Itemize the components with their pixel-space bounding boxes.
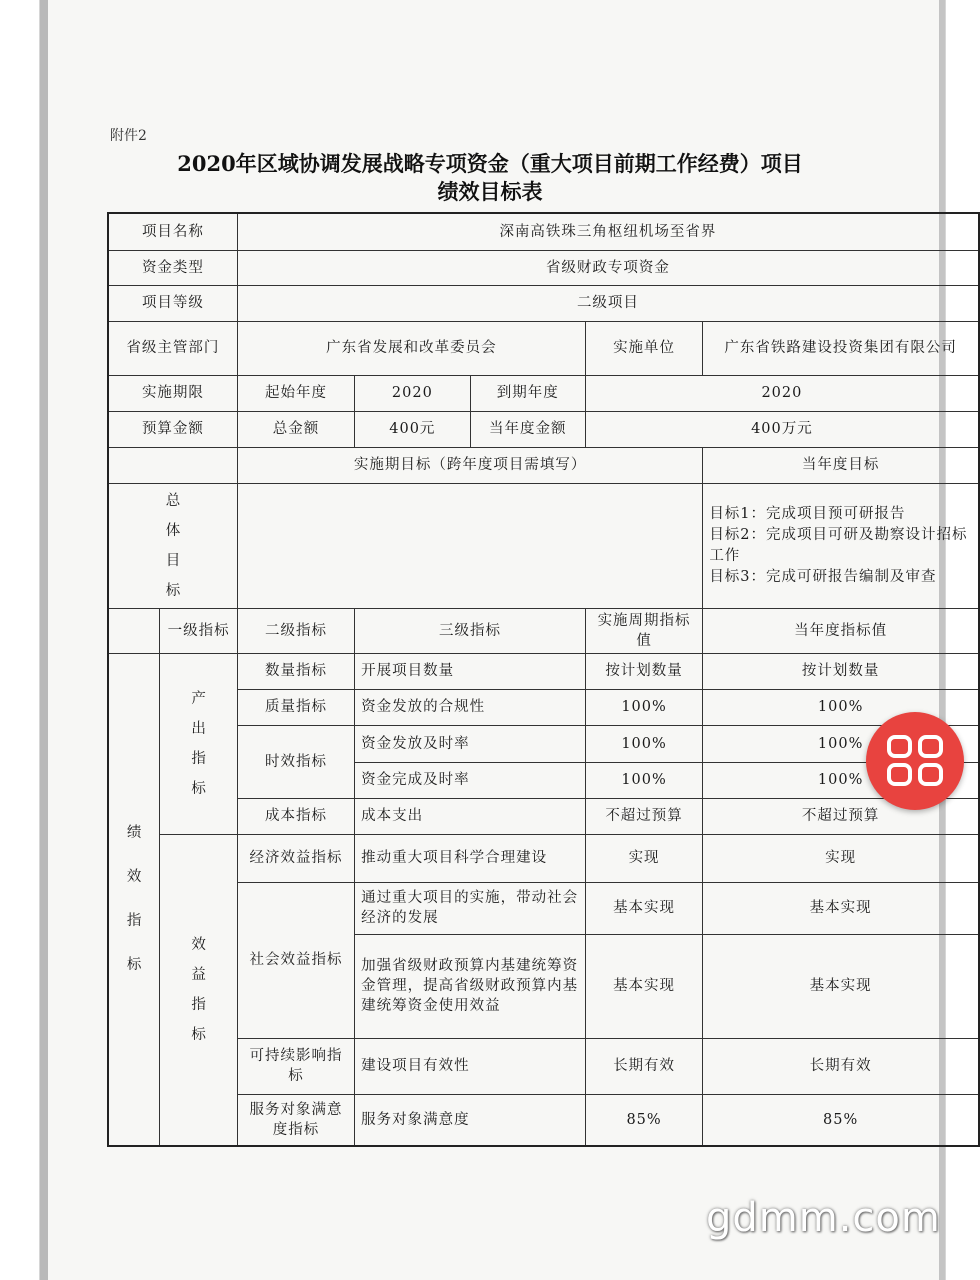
level1-header: 一级指标 bbox=[160, 608, 238, 653]
title-line-2: 绩效目标表 bbox=[437, 179, 543, 204]
period-value-cell: 100% bbox=[585, 725, 702, 762]
year-value-cell: 85% bbox=[703, 1094, 979, 1146]
project-level-value: 二级项目 bbox=[237, 285, 979, 321]
table-row bbox=[108, 1038, 979, 1094]
goal-header-blank bbox=[108, 447, 237, 483]
period-value-cell: 85% bbox=[585, 1094, 702, 1146]
table-row bbox=[108, 798, 979, 834]
impl-goal-content bbox=[237, 483, 702, 608]
level3-cell: 资金发放的合规性 bbox=[355, 689, 586, 725]
level3-cell: 资金发放及时率 bbox=[355, 725, 586, 762]
level3-cell: 建设项目有效性 bbox=[355, 1038, 586, 1094]
end-year-label: 到期年度 bbox=[470, 375, 585, 411]
period-value-cell: 100% bbox=[585, 762, 702, 798]
year-value-cell: 100% bbox=[703, 762, 979, 798]
year-value-cell: 实现 bbox=[703, 834, 979, 882]
row-department bbox=[108, 321, 979, 375]
grid-four-icon bbox=[866, 712, 964, 810]
period-value-header: 实施周期指标值 bbox=[585, 608, 702, 653]
year-goal-3: 目标3：完成可研报告编制及审查 bbox=[709, 568, 937, 585]
period-value-cell: 基本实现 bbox=[585, 882, 702, 934]
dept-value: 广东省发展和改革委员会 bbox=[237, 321, 585, 375]
start-year-value: 2020 bbox=[355, 375, 470, 411]
period-label: 实施期限 bbox=[108, 375, 237, 411]
total-amount-value: 400元 bbox=[355, 411, 470, 447]
output-indicator-label: 产 出 指 标 bbox=[160, 653, 238, 834]
project-name-label: 项目名称 bbox=[108, 213, 237, 250]
year-value-cell: 基本实现 bbox=[703, 882, 979, 934]
level2-cell: 时效指标 bbox=[237, 725, 354, 798]
row-period bbox=[108, 375, 979, 411]
row-budget bbox=[108, 411, 979, 447]
year-value-cell: 100% bbox=[703, 725, 979, 762]
floating-menu-button[interactable] bbox=[866, 712, 964, 810]
period-value-cell: 不超过预算 bbox=[585, 798, 702, 834]
table-row bbox=[108, 834, 979, 882]
row-goal-headers bbox=[108, 447, 979, 483]
year-value-cell: 长期有效 bbox=[703, 1038, 979, 1094]
year-amount-label: 当年度金额 bbox=[470, 411, 585, 447]
level3-cell: 成本支出 bbox=[355, 798, 586, 834]
year-value-cell: 按计划数量 bbox=[703, 653, 979, 689]
period-value-cell: 按计划数量 bbox=[585, 653, 702, 689]
year-goal-header: 当年度目标 bbox=[703, 447, 979, 483]
table-row bbox=[108, 653, 979, 689]
site-watermark: gdmm.com bbox=[706, 1195, 941, 1241]
period-value-cell: 基本实现 bbox=[585, 934, 702, 1038]
table-row bbox=[108, 725, 979, 762]
fund-type-value: 省级财政专项资金 bbox=[237, 250, 979, 285]
level2-cell: 可持续影响指标 bbox=[237, 1038, 354, 1094]
end-year-value: 2020 bbox=[585, 375, 979, 411]
level2-cell: 质量指标 bbox=[237, 689, 354, 725]
level3-cell: 服务对象满意度 bbox=[355, 1094, 586, 1146]
perf-indicator-label: 绩 效 指 标 bbox=[108, 653, 160, 1146]
total-amount-label: 总金额 bbox=[237, 411, 354, 447]
period-value-cell: 实现 bbox=[585, 834, 702, 882]
annex-label: 附件2 bbox=[110, 128, 147, 144]
title-line-1: 2020年区域协调发展战略专项资金（重大项目前期工作经费）项目 bbox=[177, 151, 803, 176]
level3-cell: 资金完成及时率 bbox=[355, 762, 586, 798]
period-value-cell: 100% bbox=[585, 689, 702, 725]
benefit-indicator-label: 效 益 指 标 bbox=[160, 834, 238, 1146]
impl-unit-label: 实施单位 bbox=[585, 321, 702, 375]
year-value-header: 当年度指标值 bbox=[703, 608, 979, 653]
row-overall-goals bbox=[108, 483, 979, 608]
impl-unit-value: 广东省铁路建设投资集团有限公司 bbox=[703, 321, 979, 375]
row-project-name bbox=[108, 213, 979, 250]
table-row bbox=[108, 882, 979, 934]
year-goal-2: 目标2：完成项目可研及勘察设计招标工作 bbox=[709, 526, 968, 564]
level2-cell: 服务对象满意度指标 bbox=[237, 1094, 354, 1146]
year-value-cell: 基本实现 bbox=[703, 934, 979, 1038]
document-title bbox=[100, 150, 880, 206]
level2-cell: 社会效益指标 bbox=[237, 882, 354, 1038]
level3-cell: 加强省级财政预算内基建统筹资金管理，提高省级财政预算内基建统筹资金使用效益 bbox=[355, 934, 586, 1038]
indicator-header-blank bbox=[108, 608, 160, 653]
budget-label: 预算金额 bbox=[108, 411, 237, 447]
overall-goal-label: 总 体 目 标 bbox=[108, 483, 237, 608]
level3-cell: 推动重大项目科学合理建设 bbox=[355, 834, 586, 882]
year-goal-content bbox=[703, 483, 979, 608]
year-goal-1: 目标1：完成项目预可研报告 bbox=[709, 505, 906, 522]
year-value-cell: 100% bbox=[703, 689, 979, 725]
level2-header: 二级指标 bbox=[237, 608, 354, 653]
period-value-cell: 长期有效 bbox=[585, 1038, 702, 1094]
year-amount-value: 400万元 bbox=[585, 411, 979, 447]
table-row bbox=[108, 689, 979, 725]
level2-cell: 成本指标 bbox=[237, 798, 354, 834]
dept-label: 省级主管部门 bbox=[108, 321, 237, 375]
impl-goal-header: 实施期目标（跨年度项目需填写） bbox=[237, 447, 702, 483]
table-row bbox=[108, 1094, 979, 1146]
start-year-label: 起始年度 bbox=[237, 375, 354, 411]
level3-cell: 开展项目数量 bbox=[355, 653, 586, 689]
project-name-value: 深南高铁珠三角枢纽机场至省界 bbox=[237, 213, 979, 250]
project-level-label: 项目等级 bbox=[108, 285, 237, 321]
level2-cell: 经济效益指标 bbox=[237, 834, 354, 882]
row-project-level bbox=[108, 285, 979, 321]
level3-header: 三级指标 bbox=[355, 608, 586, 653]
level2-cell: 数量指标 bbox=[237, 653, 354, 689]
level3-cell: 通过重大项目的实施，带动社会经济的发展 bbox=[355, 882, 586, 934]
row-indicator-headers bbox=[108, 608, 979, 653]
page-edge-left bbox=[40, 0, 48, 1280]
row-fund-type bbox=[108, 250, 979, 285]
fund-type-label: 资金类型 bbox=[108, 250, 237, 285]
year-value-cell: 不超过预算 bbox=[703, 798, 979, 834]
performance-target-table bbox=[107, 212, 980, 1147]
